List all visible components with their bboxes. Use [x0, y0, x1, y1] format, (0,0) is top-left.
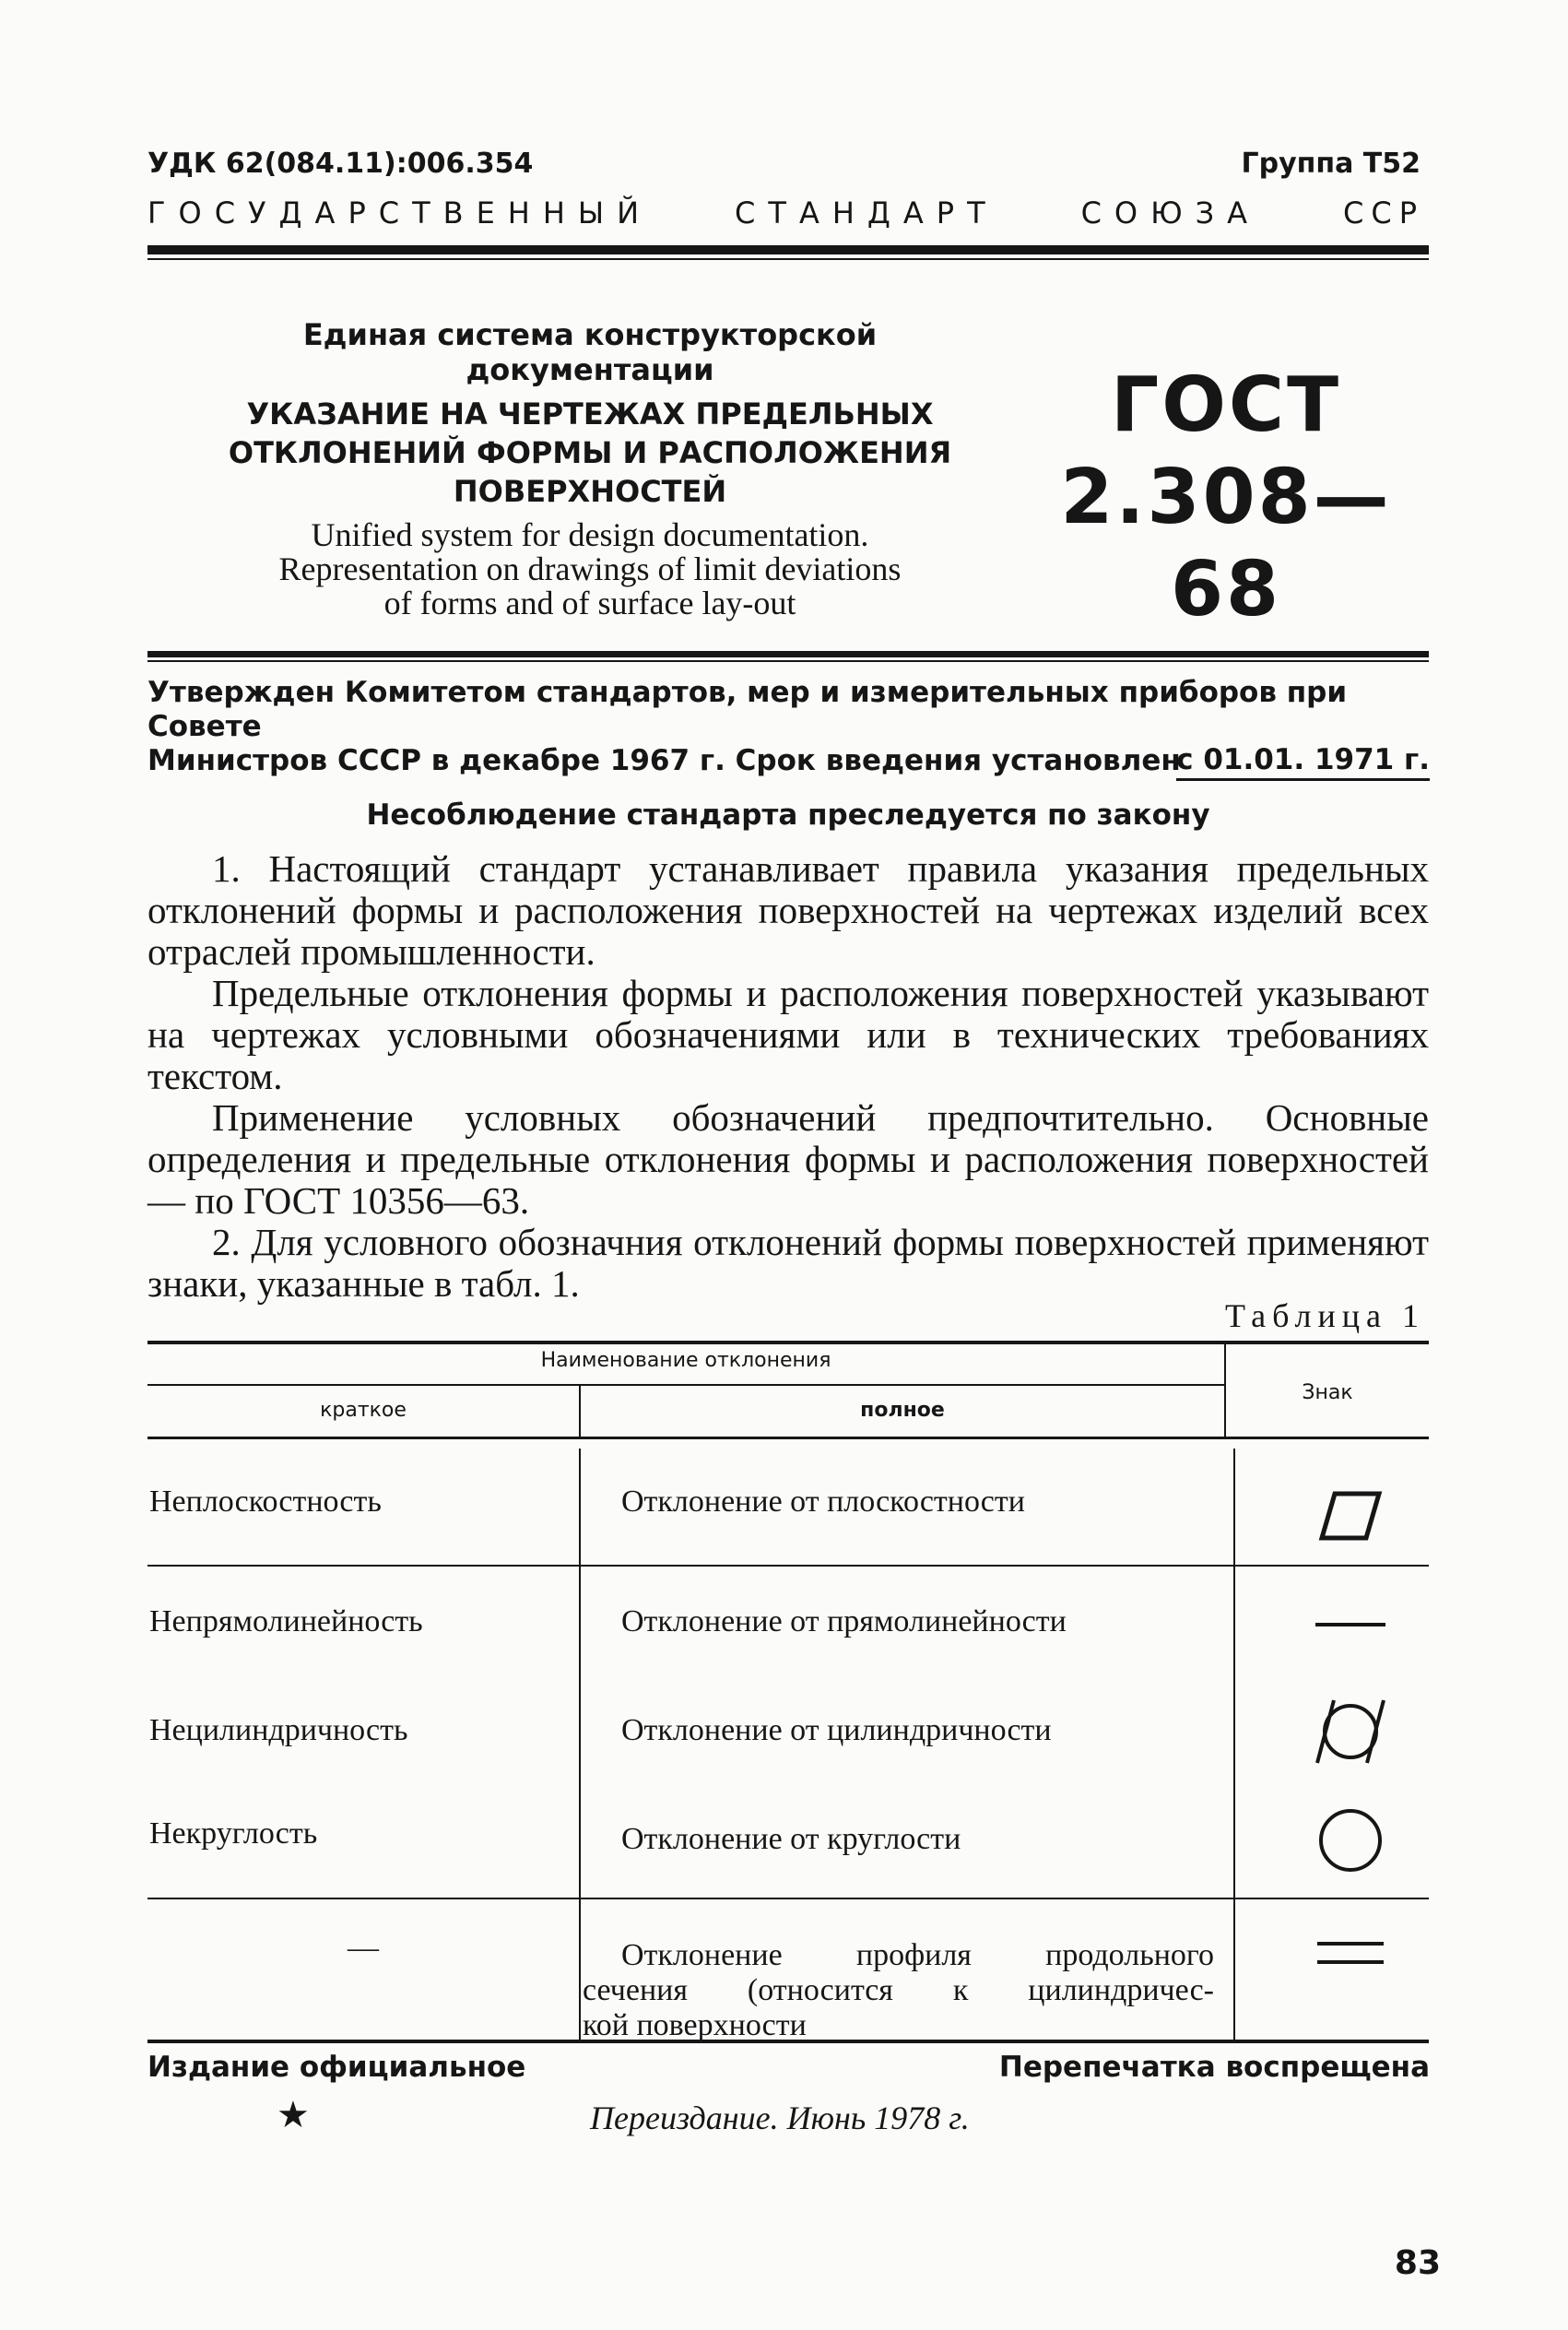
table-cell-short: Некруглость: [149, 1816, 318, 1851]
state-standard-banner: [147, 195, 1424, 231]
udk-code: УДК 62(084.11):006.354: [147, 148, 534, 180]
table-header-sign: Знак: [1302, 1381, 1353, 1404]
table-cell-full: Отклонение от цилиндричности: [621, 1713, 1052, 1747]
table-top-rule: [147, 1341, 1429, 1344]
effective-date: с 01.01. 1971 г.: [1176, 743, 1430, 781]
english-title: [175, 518, 1005, 621]
star-icon: ★: [277, 2094, 310, 2135]
banner-word: ССР: [1343, 195, 1424, 231]
paragraph-2: Предельные отклонения формы и расположения поверхностей указывают на чертежах условными обозначениями или в технических требованиях текстом.: [147, 972, 1429, 1097]
table-cell-short: Неплоскостность: [149, 1484, 382, 1519]
row-rule: [147, 1898, 1429, 1899]
gost-number: 2.308—68: [1060, 454, 1392, 633]
table-header-short: краткое: [320, 1399, 407, 1422]
cylindricity-icon: [1240, 1697, 1461, 1771]
gost-designation: [1023, 360, 1429, 636]
table-cell-full-line: кой поверхности: [583, 2008, 807, 2042]
table-vrule: [579, 1449, 581, 2040]
system-title: Единая система конструкторской документации: [302, 317, 878, 387]
page-number: 83: [1394, 2244, 1441, 2282]
english-title-line: Unified system for design documentation.: [311, 516, 869, 553]
english-title-line: of forms and of surface lay-out: [383, 585, 796, 621]
header-rule-thin: [147, 258, 1429, 260]
table-vrule: [1233, 1449, 1235, 2040]
roundness-icon: [1240, 1805, 1461, 1880]
paragraph-3: Применение условных обозначений предпочтительно. Основные определения и предельные отклонения формы и расположения поверхностей — по ГОСТ 10356—63.: [147, 1096, 1429, 1222]
table-cell-full-line: сечения (относится к цилиндричес-: [583, 1973, 1214, 2007]
paragraph-1: 1. Настоящий стандарт устанавливает правила указания предельных отклонений формы и расположения поверхностей на чертежах изделий всех отраслей промышленности.: [147, 847, 1429, 973]
group-code: Группа Т52: [1241, 148, 1421, 180]
straightness-icon: [1240, 1615, 1461, 1638]
english-title-line: Representation on drawings of limit deviations: [278, 550, 902, 587]
table-cell-full: [583, 1938, 1214, 2043]
title-line: ПОВЕРХНОСТЕЙ: [453, 474, 727, 509]
title-line: УКАЗАНИЕ НА ЧЕРТЕЖАХ ПРЕДЕЛЬНЫХ: [246, 396, 934, 432]
table-cell-full-line: Отклонение профиля продольного: [621, 1938, 1214, 1972]
banner-word: ГОСУДАРСТВЕННЫЙ: [147, 195, 653, 231]
table-cell-short: Нецилиндричность: [149, 1713, 408, 1747]
flatness-icon: [1240, 1490, 1461, 1546]
reprint-note: Переиздание. Июнь 1978 г.: [590, 2099, 970, 2136]
table-cell-full: Отклонение от круглости: [621, 1822, 961, 1856]
reprint-prohibited: Перепечатка воспрещена: [998, 2051, 1430, 2084]
table-caption: Таблица 1: [1225, 1297, 1425, 1334]
banner-word: СОЮЗА: [1080, 195, 1261, 231]
table-subheader-rule: [147, 1384, 1224, 1386]
header-rule-thick: [147, 245, 1429, 254]
title-rule-thick: [147, 651, 1429, 657]
title-block: [175, 317, 1005, 621]
table-cell-short: —: [348, 1931, 379, 1965]
table-header-full: полное: [860, 1399, 945, 1422]
official-edition: Издание официальное: [147, 2051, 526, 2084]
profile-icon: [1240, 1934, 1461, 1976]
title-line: ОТКЛОНЕНИЙ ФОРМЫ И РАСПОЛОЖЕНИЯ: [228, 435, 952, 470]
table-header-bottom-rule: [147, 1437, 1429, 1439]
table-header-group: Наименование отклонения: [540, 1349, 831, 1372]
row-rule: [147, 1565, 1429, 1567]
approval-line: Министров СССР в декабре 1967 г. Срок введения установлен: [147, 744, 1181, 777]
paragraph-4: 2. Для условного обозначния отклонений формы поверхностей применяют знаки, указанные в табл. 1.: [147, 1221, 1429, 1305]
table-cell-short: Непрямолинейность: [149, 1604, 423, 1638]
table-cell-full: Отклонение от прямолинейности: [621, 1604, 1067, 1638]
title-rule-thin: [147, 660, 1429, 662]
table-cell-full: Отклонение от плоскостности: [621, 1484, 1025, 1519]
gost-label: ГОСТ: [1110, 361, 1342, 449]
legal-notice: Несоблюдение стандарта преследуется по закону: [366, 798, 1210, 832]
approval-line: Утвержден Комитетом стандартов, мер и измерительных приборов при Совете: [147, 676, 1348, 743]
banner-word: СТАНДАРТ: [735, 195, 998, 231]
